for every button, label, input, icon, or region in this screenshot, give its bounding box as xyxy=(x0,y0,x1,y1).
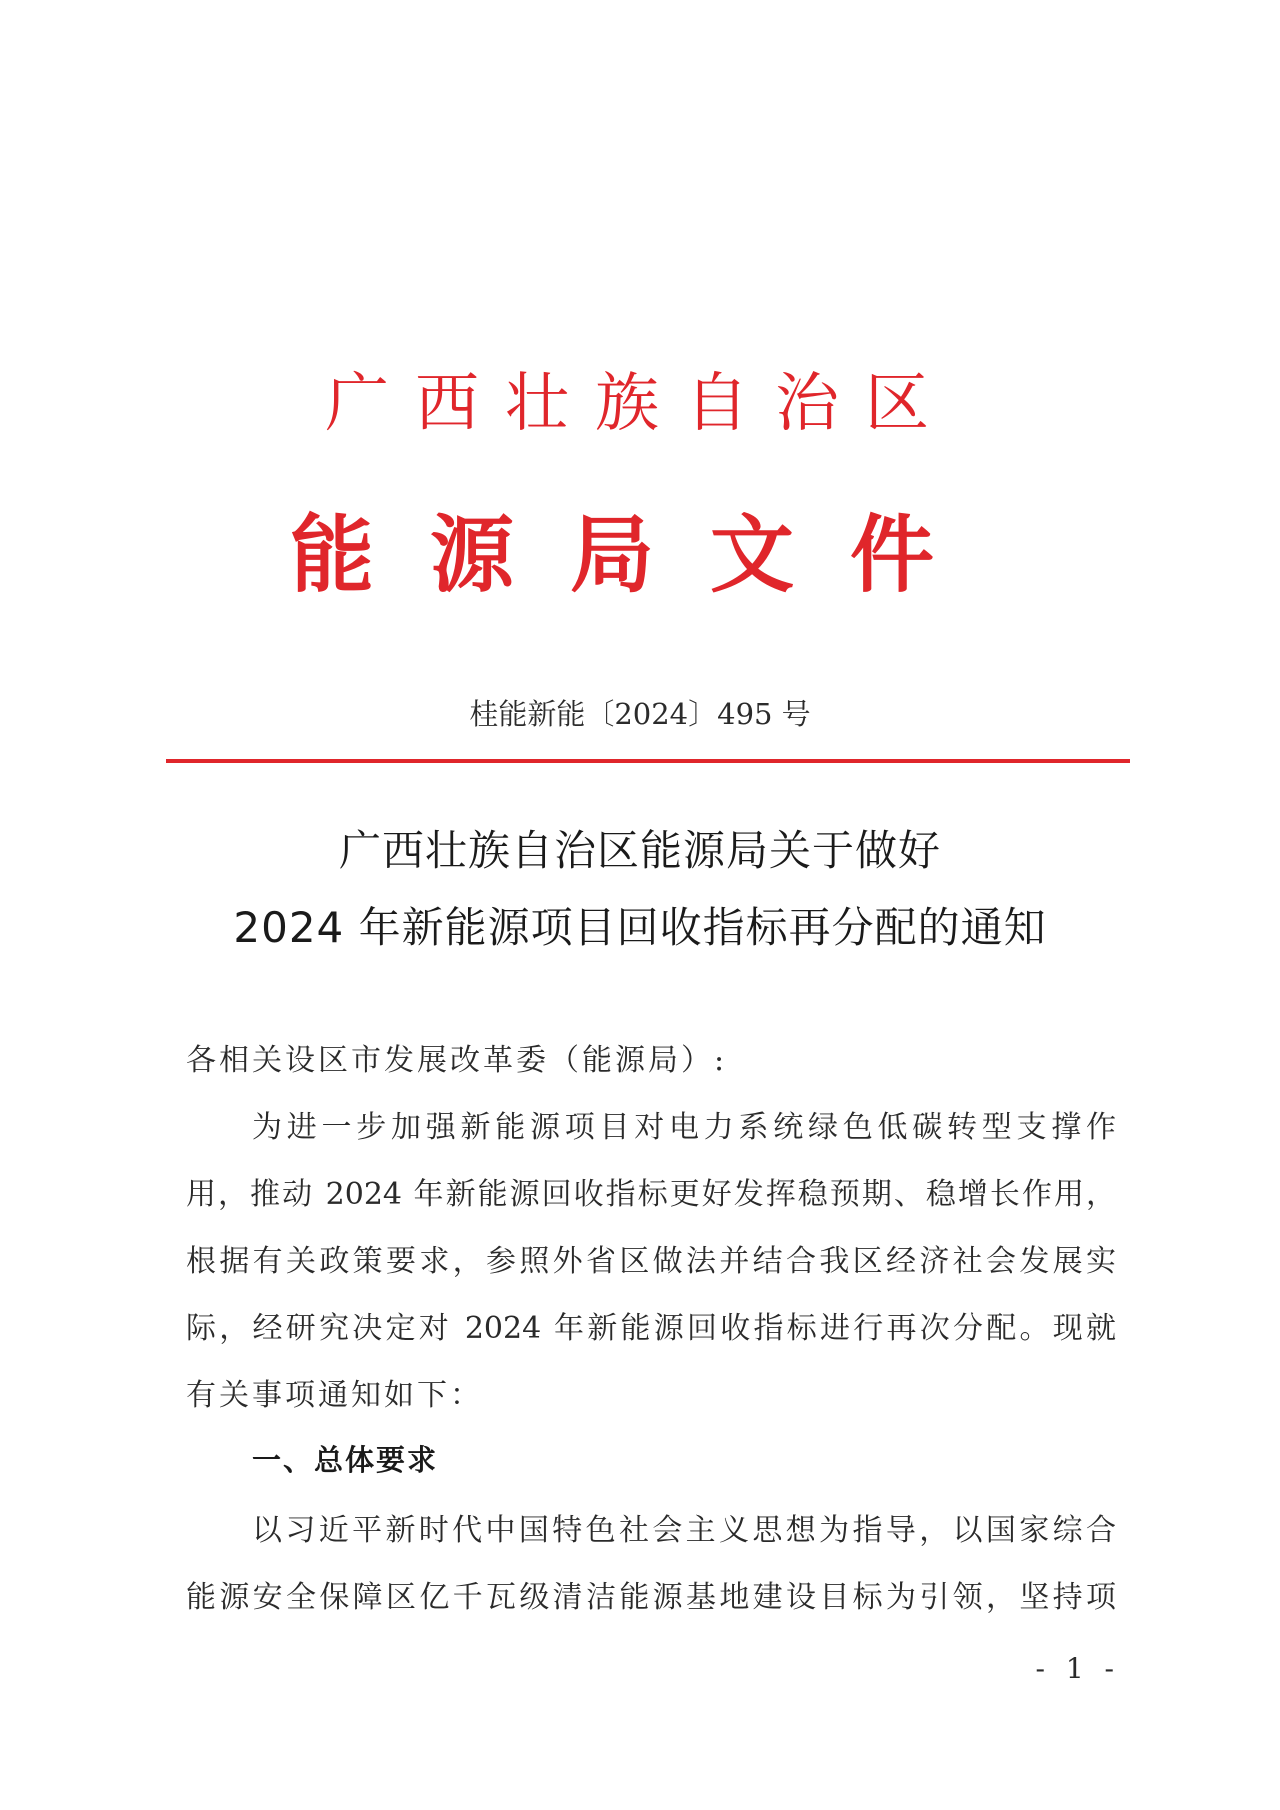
document-title-line-1: 广西壮族自治区能源局关于做好 xyxy=(338,826,941,875)
document-type-heading: 能源局文件 xyxy=(289,505,990,604)
document-number: 桂能新能〔2024〕495 号 xyxy=(469,697,811,731)
page-number: - 1 - xyxy=(1035,1652,1120,1685)
paragraph-1-line-4: 际，经研究决定对 2024 年新能源回收指标进行再次分配。现就 xyxy=(186,1311,1116,1346)
paragraph-1-line-1: 为进一步加强新能源项目对电力系统绿色低碳转型支撑作 xyxy=(252,1110,1116,1145)
paragraph-2-line-1: 以习近平新时代中国特色社会主义思想为指导，以国家综合 xyxy=(252,1513,1116,1548)
salutation: 各相关设区市发展改革委（能源局）: xyxy=(186,1043,728,1078)
paragraph-1-line-3: 根据有关政策要求，参照外省区做法并结合我区经济社会发展实 xyxy=(186,1244,1116,1279)
paragraph-1-line-2: 用，推动 2024 年新能源回收指标更好发挥稳预期、稳增长作用， xyxy=(186,1177,1116,1212)
issuing-organization: 广西壮族自治区 xyxy=(325,367,955,441)
red-divider-line xyxy=(166,759,1130,763)
paragraph-1-line-5: 有关事项通知如下： xyxy=(186,1378,483,1413)
document-title-line-2: 2024 年新能源项目回收指标再分配的通知 xyxy=(233,903,1047,952)
paragraph-2-line-2: 能源安全保障区亿千瓦级清洁能源基地建设目标为引领，坚持项 xyxy=(186,1580,1116,1615)
section-1-heading: 一、总体要求 xyxy=(252,1443,439,1477)
